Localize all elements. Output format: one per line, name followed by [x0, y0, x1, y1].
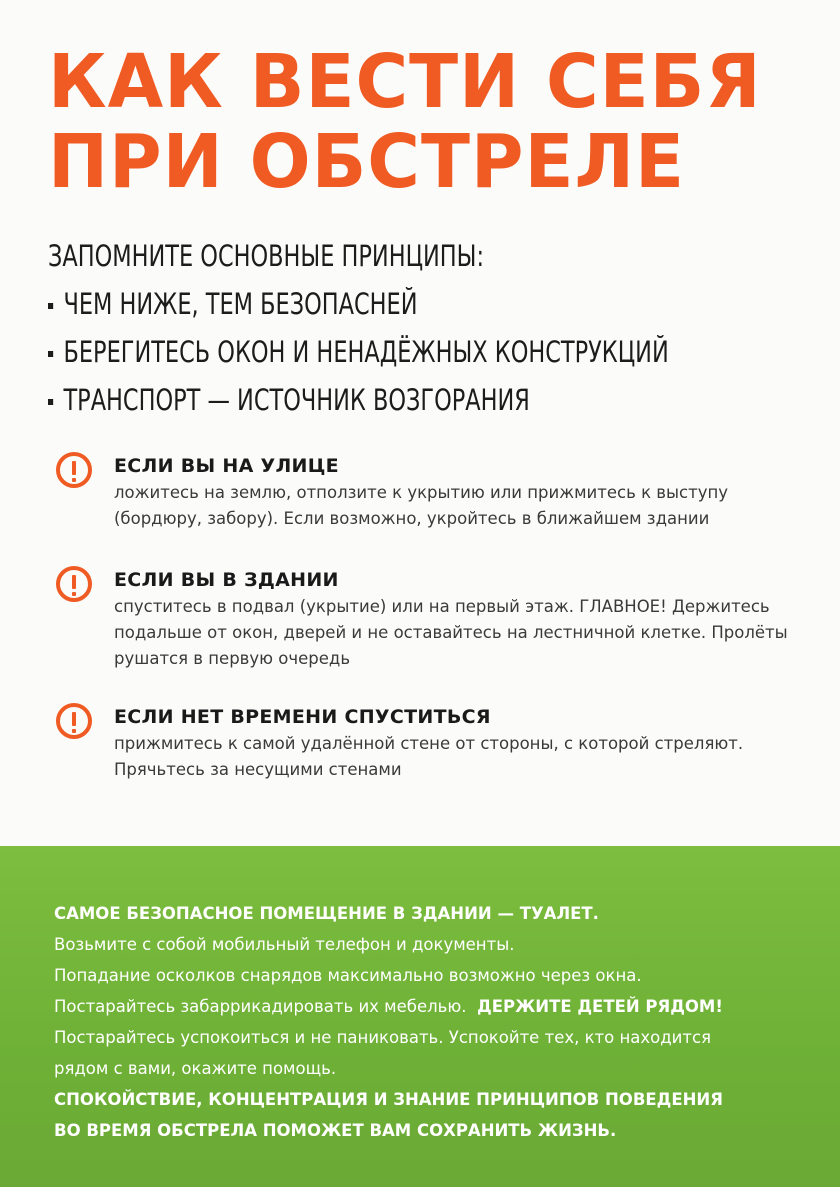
advice-heading: ЕСЛИ ВЫ НА УЛИЦЕ [114, 455, 339, 477]
principles-section [48, 232, 808, 424]
bullet-icon [48, 351, 53, 357]
advice-outside [56, 452, 796, 532]
footer-line-2: Возьмите с собой мобильный телефон и документы. [54, 935, 515, 954]
exclamation-circle-icon [56, 703, 92, 739]
advice-text: спуститесь в подвал (укрытие) или на первый этаж. ГЛАВНОЕ! Держитесь подальше от окон, дверей и не оставайтесь на лестничной клетке. Пролёты рушатся в первую очередь [114, 597, 788, 668]
bullet-icon [48, 399, 53, 405]
footer-line-1: САМОЕ БЕЗОПАСНОЕ ПОМЕЩЕНИЕ В ЗДАНИИ — ТУАЛЕТ. [54, 904, 599, 923]
principle-item [48, 280, 702, 328]
footer-line-4a: Постарайтесь забаррикадировать их мебелью. [54, 997, 467, 1016]
principle-item [48, 376, 702, 424]
footer-line-3: Попадание осколков снарядов максимально возможно через окна. [54, 966, 642, 985]
principles-heading: ЗАПОМНИТЕ ОСНОВНЫЕ ПРИНЦИПЫ: [48, 239, 485, 273]
footer-line-6: рядом с вами, окажите помощь. [54, 1059, 337, 1078]
advice-no-time [56, 703, 796, 783]
advice-in-building [56, 566, 796, 672]
principle-text: ТРАНСПОРТ — ИСТОЧНИК ВОЗГОРАНИЯ [63, 383, 530, 417]
advice-text: ложитесь на землю, отползите к укрытию или прижмитесь к выступу (бордюру, забору). Если возможно, укройтесь в ближайшем здании [114, 483, 729, 528]
advice-heading: ЕСЛИ НЕТ ВРЕМЕНИ СПУСТИТЬСЯ [114, 706, 491, 728]
bullet-icon [48, 303, 53, 309]
principle-text: ЧЕМ НИЖЕ, ТЕМ БЕЗОПАСНЕЙ [63, 287, 418, 321]
footer-line-8: ВО ВРЕМЯ ОБСТРЕЛА ПОМОЖЕТ ВАМ СОХРАНИТЬ ЖИЗНЬ. [54, 1121, 617, 1140]
principle-item [48, 328, 702, 376]
exclamation-circle-icon [56, 452, 92, 488]
exclamation-circle-icon [56, 566, 92, 602]
title-line-2: ПРИ ОБСТРЕЛЕ [48, 119, 686, 205]
page-title [48, 39, 785, 205]
advice-text: прижмитесь к самой удалённой стене от стороны, с которой стреляют. Прячьтесь за несущими стенами [114, 734, 744, 779]
advice-heading: ЕСЛИ ВЫ В ЗДАНИИ [114, 569, 339, 591]
principles-list [48, 280, 808, 424]
principle-text: БЕРЕГИТЕСЬ ОКОН И НЕНАДЁЖНЫХ КОНСТРУКЦИЙ [63, 335, 669, 369]
footer-line-5: Постарайтесь успокоиться и не паниковать. Успокойте тех, кто находится [54, 1028, 712, 1047]
footer-text [54, 898, 814, 1146]
title-line-1: КАК ВЕСТИ СЕБЯ [48, 39, 762, 125]
footer-line-4b: ДЕРЖИТЕ ДЕТЕЙ РЯДОМ! [477, 997, 723, 1016]
footer-panel [0, 846, 840, 1187]
footer-line-7: СПОКОЙСТВИЕ, КОНЦЕНТРАЦИЯ И ЗНАНИЕ ПРИНЦИПОВ ПОВЕДЕНИЯ [54, 1090, 723, 1109]
